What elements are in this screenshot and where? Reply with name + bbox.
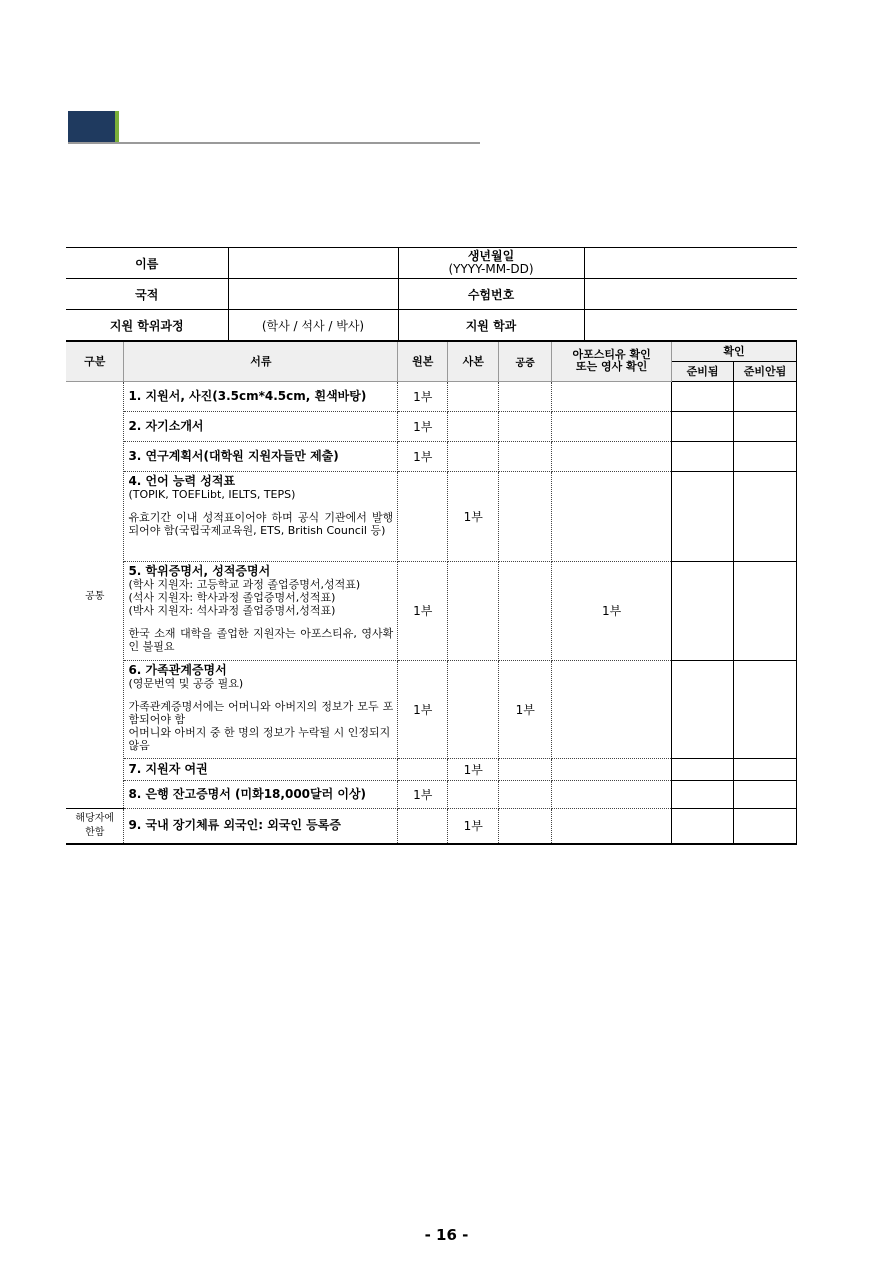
col-copy: 사본 bbox=[448, 341, 499, 381]
doc-3-notarized bbox=[499, 441, 552, 471]
doc-3-original: 1부 bbox=[398, 441, 448, 471]
doc-4-apostille bbox=[552, 471, 672, 561]
doc-6-notarized: 1부 bbox=[499, 660, 552, 758]
col-ready: 준비됨 bbox=[672, 361, 734, 381]
applicant-info-table bbox=[66, 247, 797, 341]
birth-field[interactable] bbox=[584, 248, 797, 279]
doc-1-copy bbox=[448, 381, 499, 411]
col-category: 구분 bbox=[66, 341, 124, 381]
table-row bbox=[66, 780, 797, 808]
doc-4-original bbox=[398, 471, 448, 561]
doc-8-apostille bbox=[552, 780, 672, 808]
doc-9-copy: 1부 bbox=[448, 808, 499, 844]
doc-9-apostille bbox=[552, 808, 672, 844]
doc-3-not-ready-checkbox[interactable] bbox=[734, 441, 797, 471]
doc-6-ready-checkbox[interactable] bbox=[672, 660, 734, 758]
doc-5-sub-doctor: (박사 지원자: 석사과정 졸업증명서,성적표) bbox=[128, 603, 336, 617]
document-name bbox=[124, 561, 398, 660]
doc-7-title: 7. 지원자 여권 bbox=[128, 761, 208, 776]
col-apostille bbox=[552, 341, 672, 381]
doc-4-copy: 1부 bbox=[448, 471, 499, 561]
doc-8-title: 8. 은행 잔고증명서 (미화18,000달러 이상) bbox=[128, 786, 367, 801]
document-name bbox=[124, 471, 398, 561]
doc-2-original: 1부 bbox=[398, 411, 448, 441]
document-name bbox=[124, 660, 398, 758]
doc-8-copy bbox=[448, 780, 499, 808]
section-header-accent bbox=[115, 111, 119, 143]
col-notarized: 공증 bbox=[499, 341, 552, 381]
doc-1-not-ready-checkbox[interactable] bbox=[734, 381, 797, 411]
name-field[interactable] bbox=[228, 248, 398, 279]
doc-1-notarized bbox=[499, 381, 552, 411]
doc-6-title: 6. 가족관계증명서 bbox=[128, 662, 227, 677]
doc-6-apostille bbox=[552, 660, 672, 758]
doc-7-original bbox=[398, 758, 448, 780]
doc-4-not-ready-checkbox[interactable] bbox=[734, 471, 797, 561]
exam-number-field[interactable] bbox=[584, 279, 797, 310]
table-row bbox=[66, 441, 797, 471]
program-label: 지원 학위과정 bbox=[66, 310, 228, 341]
doc-3-title: 3. 연구계획서(대학원 지원자들만 제출) bbox=[128, 448, 339, 463]
doc-7-ready-checkbox[interactable] bbox=[672, 758, 734, 780]
doc-9-not-ready-checkbox[interactable] bbox=[734, 808, 797, 844]
doc-2-copy bbox=[448, 411, 499, 441]
doc-2-ready-checkbox[interactable] bbox=[672, 411, 734, 441]
doc-4-notarized bbox=[499, 471, 552, 561]
document-name bbox=[124, 411, 398, 441]
doc-4-title: 4. 언어 능력 성적표 bbox=[128, 473, 236, 488]
document-name bbox=[124, 758, 398, 780]
doc-6-note-2: 어머니와 아버지 중 한 명의 정보가 누락될 시 인정되지 않음 bbox=[128, 725, 391, 752]
doc-8-ready-checkbox[interactable] bbox=[672, 780, 734, 808]
doc-9-ready-checkbox[interactable] bbox=[672, 808, 734, 844]
doc-8-notarized bbox=[499, 780, 552, 808]
nationality-label: 국적 bbox=[66, 279, 228, 310]
doc-5-sub-bachelor: (학사 지원자: 고등학교 과정 졸업증명서,성적표) bbox=[128, 577, 361, 591]
col-original: 원본 bbox=[398, 341, 448, 381]
doc-6-not-ready-checkbox[interactable] bbox=[734, 660, 797, 758]
doc-1-ready-checkbox[interactable] bbox=[672, 381, 734, 411]
doc-5-apostille: 1부 bbox=[552, 561, 672, 660]
doc-5-sub-master: (석사 지원자: 학사과정 졸업증명서,성적표) bbox=[128, 590, 336, 604]
doc-9-title: 9. 국내 장기체류 외국인: 외국인 등록증 bbox=[128, 818, 341, 833]
col-document: 서류 bbox=[124, 341, 398, 381]
doc-7-notarized bbox=[499, 758, 552, 780]
doc-7-apostille bbox=[552, 758, 672, 780]
doc-4-note: 유효기간 이내 성적표이어야 하며 공식 기관에서 발행되어야 함(국립국제교육원, ETS, British Council 등) bbox=[128, 510, 394, 537]
col-not-ready: 준비안됨 bbox=[734, 361, 797, 381]
doc-7-copy: 1부 bbox=[448, 758, 499, 780]
col-confirm: 확인 bbox=[672, 341, 797, 361]
doc-1-original: 1부 bbox=[398, 381, 448, 411]
doc-3-apostille bbox=[552, 441, 672, 471]
exam-number-label: 수험번호 bbox=[398, 279, 584, 310]
table-row bbox=[66, 660, 797, 758]
doc-8-original: 1부 bbox=[398, 780, 448, 808]
table-row bbox=[66, 808, 797, 844]
document-name bbox=[124, 441, 398, 471]
doc-5-ready-checkbox[interactable] bbox=[672, 561, 734, 660]
table-row bbox=[66, 471, 797, 561]
name-label: 이름 bbox=[66, 248, 228, 279]
doc-5-note: 한국 소재 대학을 졸업한 지원자는 아포스티유, 영사확인 불필요 bbox=[128, 626, 394, 653]
doc-5-notarized bbox=[499, 561, 552, 660]
doc-2-not-ready-checkbox[interactable] bbox=[734, 411, 797, 441]
doc-9-original bbox=[398, 808, 448, 844]
table-row bbox=[66, 561, 797, 660]
doc-6-original: 1부 bbox=[398, 660, 448, 758]
category-applicable bbox=[66, 808, 124, 844]
document-checklist-table bbox=[66, 340, 797, 845]
department-label: 지원 학과 bbox=[398, 310, 584, 341]
nationality-field[interactable] bbox=[228, 279, 398, 310]
doc-6-sub: (영문번역 및 공증 필요) bbox=[128, 676, 244, 690]
table-row bbox=[66, 411, 797, 441]
doc-7-not-ready-checkbox[interactable] bbox=[734, 758, 797, 780]
program-field[interactable]: (학사 / 석사 / 박사) bbox=[228, 310, 398, 341]
doc-5-original: 1부 bbox=[398, 561, 448, 660]
doc-1-title: 1. 지원서, 사진(3.5cm*4.5cm, 흰색바탕) bbox=[128, 388, 367, 403]
doc-1-apostille bbox=[552, 381, 672, 411]
col-apostille-line1: 아포스티유 확인 bbox=[572, 348, 651, 362]
doc-3-ready-checkbox[interactable] bbox=[672, 441, 734, 471]
doc-4-ready-checkbox[interactable] bbox=[672, 471, 734, 561]
doc-8-not-ready-checkbox[interactable] bbox=[734, 780, 797, 808]
doc-5-copy bbox=[448, 561, 499, 660]
document-name bbox=[124, 381, 398, 411]
doc-5-title: 5. 학위증명서, 성적증명서 bbox=[128, 563, 271, 578]
birth-label-line1: 생년월일 bbox=[467, 249, 515, 263]
doc-2-apostille bbox=[552, 411, 672, 441]
birth-label-line2: (YYYY-MM-DD) bbox=[448, 262, 534, 276]
section-header-underline bbox=[68, 142, 480, 144]
category-applicable-line2: 한함 bbox=[85, 826, 105, 838]
doc-6-note-1: 가족관계증명서에는 어머니와 아버지의 정보가 모두 포함되어야 함 bbox=[128, 699, 394, 726]
col-apostille-line2: 또는 영사 확인 bbox=[575, 360, 648, 374]
document-name bbox=[124, 780, 398, 808]
category-common: 공통 bbox=[66, 381, 124, 808]
doc-2-title: 2. 자기소개서 bbox=[128, 418, 204, 433]
doc-2-notarized bbox=[499, 411, 552, 441]
doc-9-notarized bbox=[499, 808, 552, 844]
table-row bbox=[66, 758, 797, 780]
doc-5-not-ready-checkbox[interactable] bbox=[734, 561, 797, 660]
page-number: - 16 - bbox=[424, 1226, 469, 1244]
doc-6-copy bbox=[448, 660, 499, 758]
table-row bbox=[66, 381, 797, 411]
department-field[interactable] bbox=[584, 310, 797, 341]
doc-3-copy bbox=[448, 441, 499, 471]
doc-4-sub: (TOPIK, TOEFLibt, IELTS, TEPS) bbox=[128, 487, 296, 501]
section-header-block bbox=[68, 111, 115, 143]
document-name bbox=[124, 808, 398, 844]
birth-label bbox=[398, 248, 584, 279]
category-applicable-line1: 해당자에 bbox=[75, 812, 115, 824]
